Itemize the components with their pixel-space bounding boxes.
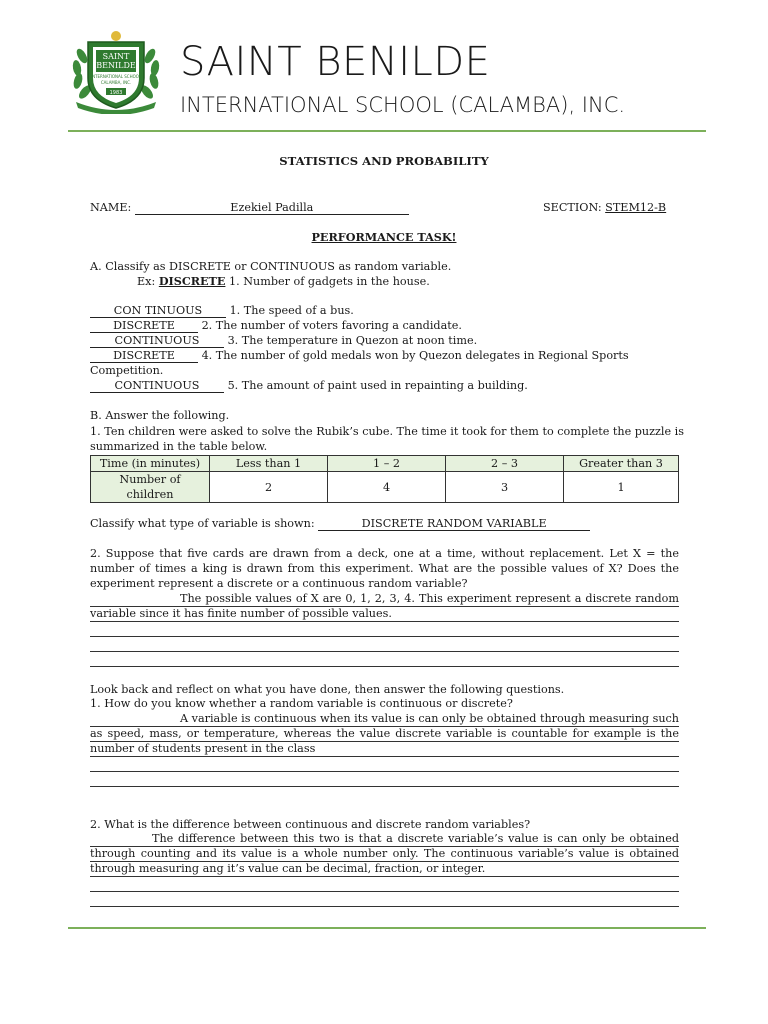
- classify-row: [90, 516, 590, 531]
- item-text: 1. The speed of a bus.: [229, 304, 354, 317]
- classify-answer: DISCRETE RANDOM VARIABLE: [318, 517, 590, 531]
- table-header-cell: Less than 1: [210, 456, 328, 472]
- school-name: SAINT BENILDE: [180, 39, 491, 85]
- rubik-time-table: [90, 455, 679, 503]
- item-answer: CONTINUOUS: [90, 379, 224, 393]
- item-text: 2. The number of voters favoring a candidate.: [201, 319, 462, 332]
- table-cell: 3: [446, 472, 564, 503]
- answer-line: [90, 756, 679, 757]
- part-b-instruction: B. Answer the following.: [90, 409, 230, 422]
- answer-line: [90, 906, 679, 907]
- answer-line: [90, 876, 679, 877]
- answer-line: [90, 666, 679, 667]
- name-label: NAME:: [90, 201, 132, 214]
- part-a-item: [90, 378, 528, 393]
- answer-line: [90, 651, 679, 652]
- name-value: Ezekiel Padilla: [135, 201, 409, 215]
- part-a-item: [90, 303, 354, 318]
- table-row: [91, 472, 679, 503]
- logo-text-saint: SAINT: [102, 52, 130, 61]
- part-a-item: [90, 348, 629, 363]
- item-text: 3. The temperature in Quezon at noon time.: [227, 334, 478, 347]
- footer-divider: [68, 927, 706, 929]
- reflection-a2: The difference between this two is that a discrete variable’s value is can only be obtained through counting and its value is a whole number only. The continuous variable’s value is obtained through measuring ang it’s value can be decimal, fraction, or integer.: [90, 832, 679, 875]
- table-row-label: [91, 472, 210, 503]
- example-prefix: Ex:: [137, 275, 156, 288]
- item-text: 4. The number of gold medals won by Quezon delegates in Regional Sports: [201, 349, 629, 362]
- logo-text-school: INTERNATIONAL SCHOOL: [90, 74, 142, 79]
- reflection-intro: Look back and reflect on what you have done, then answer the following questions.: [90, 683, 565, 696]
- part-b-q1-line2: summarized in the table below.: [90, 440, 268, 453]
- part-b-q1-line1: 1. Ten children were asked to solve the Rubik’s cube. The time it took for them to complete the puzzle is: [90, 425, 684, 438]
- table-header-cell: Greater than 3: [564, 456, 679, 472]
- reflection-q1: 1. How do you know whether a random variable is continuous or discrete?: [90, 697, 513, 710]
- section-value: STEM12-B: [605, 201, 667, 214]
- part-a-example: [137, 274, 430, 289]
- header-divider: [68, 130, 706, 132]
- row-label-line: Number of: [119, 473, 181, 486]
- example-text: 1. Number of gadgets in the house.: [228, 275, 430, 288]
- table-cell: 1: [564, 472, 679, 503]
- part-b-q2-answer: The possible values of X are 0, 1, 2, 3, 4. This experiment represent a discrete random variable since it has finite number of possible values.: [90, 592, 679, 620]
- name-row: [90, 200, 409, 215]
- answer-line: [90, 621, 679, 622]
- table-header-row: [91, 456, 679, 472]
- item-answer: CONTINUOUS: [90, 334, 224, 348]
- answer-line: [90, 636, 679, 637]
- item-answer: DISCRETE: [90, 349, 198, 363]
- table-header-cell: 1 – 2: [328, 456, 446, 472]
- classify-label: Classify what type of variable is shown:: [90, 517, 315, 530]
- subject-title: STATISTICS AND PROBABILITY: [279, 154, 489, 168]
- table-cell: 2: [210, 472, 328, 503]
- item-text: 5. The amount of paint used in repainting a building.: [227, 379, 528, 392]
- reflection-q2: 2. What is the difference between continuous and discrete random variables?: [90, 818, 531, 831]
- school-subtitle: INTERNATIONAL SCHOOL (CALAMBA), INC.: [180, 93, 626, 117]
- item-answer: CON TINUOUS: [90, 304, 226, 318]
- row-label-line: children: [126, 488, 174, 501]
- part-a-instruction: A. Classify as DISCRETE or CONTINUOUS as random variable.: [90, 260, 452, 273]
- table-cell: 4: [328, 472, 446, 503]
- school-logo: [68, 28, 164, 114]
- example-answer: DISCRETE: [158, 274, 226, 288]
- answer-line: [90, 771, 679, 772]
- section-row: [543, 200, 666, 215]
- task-title: PERFORMANCE TASK!: [311, 230, 457, 244]
- logo-text-year: 1983: [109, 90, 123, 96]
- answer-line: [90, 786, 679, 787]
- table-header-cell: Time (in minutes): [91, 456, 210, 472]
- logo-text-calamba: CALAMBA, INC.: [100, 80, 132, 85]
- logo-text-benilde: BENILDE: [96, 61, 136, 70]
- part-a-item: [90, 333, 477, 348]
- item-continuation: Competition.: [90, 364, 164, 377]
- section-label: SECTION:: [543, 201, 602, 214]
- part-a-item: [90, 318, 462, 333]
- table-header-cell: 2 – 3: [446, 456, 564, 472]
- item-answer: DISCRETE: [90, 319, 198, 333]
- reflection-a1: A variable is continuous when its value is can only be obtained through measuring such as speed, mass, or temperature, whereas the value discrete variable is countable for example is the number of students present in the class: [90, 712, 679, 755]
- answer-line: [90, 891, 679, 892]
- part-b-q2: 2. Suppose that five cards are drawn from a deck, one at a time, without replacement. Let X = the number of times a king is drawn from this experiment. What are the possible values of X? Does the experiment represent a discrete or a continuous random variable?: [90, 547, 679, 590]
